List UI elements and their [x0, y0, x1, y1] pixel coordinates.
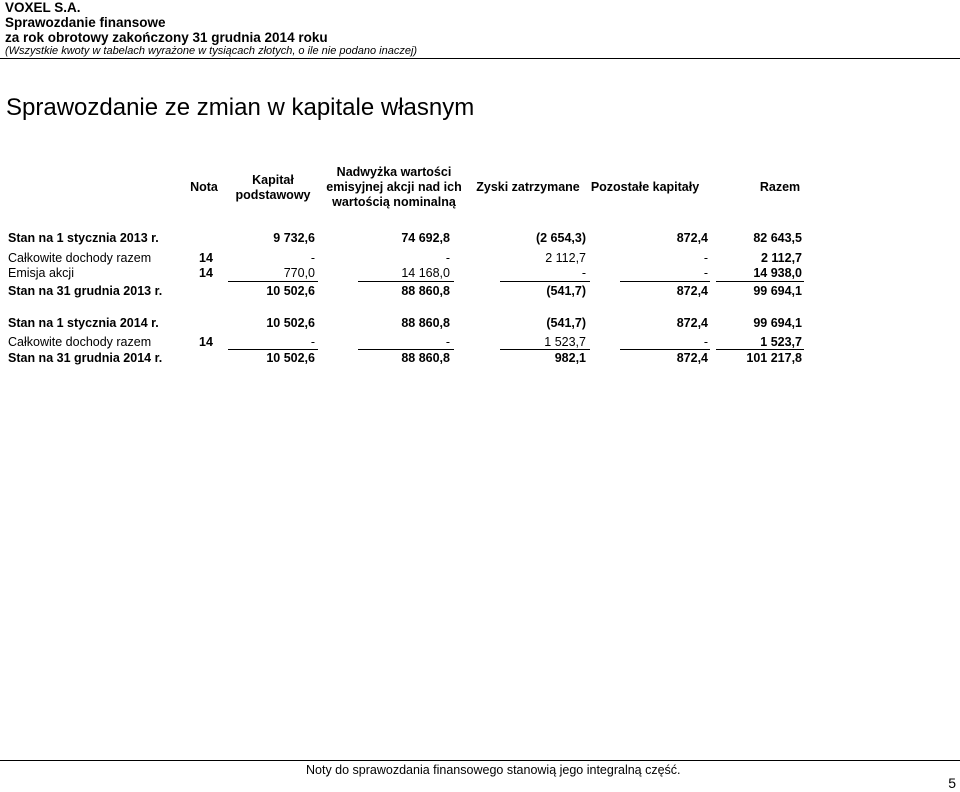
cell-razem: 14 938,0	[753, 266, 802, 280]
report-period: za rok obrotowy zakończony 31 grudnia 2014 roku	[5, 30, 328, 45]
col-header-nadwyzka-line2: emisyjnej akcji nad ich	[326, 180, 462, 194]
cell-kapital: -	[310, 335, 315, 349]
company-name: VOXEL S.A.	[5, 0, 81, 15]
cell-pozostale: 872,4	[676, 351, 708, 365]
cell-zyski: (2 654,3)	[535, 231, 586, 245]
row-label: Stan na 1 stycznia 2014 r.	[8, 316, 159, 330]
row-label: Emisja akcji	[8, 266, 74, 280]
col-header-razem: Razem	[759, 180, 801, 194]
cell-razem: 99 694,1	[753, 316, 802, 330]
table-row	[0, 283, 960, 299]
col-header-nota: Nota	[190, 180, 218, 194]
cell-zyski: -	[581, 266, 586, 280]
page-title: Sprawozdanie ze zmian w kapitale własnym	[6, 94, 475, 121]
cell-zyski: (541,7)	[546, 316, 586, 330]
table-row	[0, 334, 960, 350]
table-row	[0, 230, 960, 246]
sum-line	[500, 281, 590, 282]
col-header-kapital-line2: podstawowy	[235, 188, 311, 202]
col-header-nadwyzka-line3: wartością nominalną	[332, 195, 456, 209]
cell-nadwyzka: 88 860,8	[401, 351, 450, 365]
cell-razem: 1 523,7	[760, 335, 802, 349]
footer-note: Noty do sprawozdania finansowego stanowią jego integralną część.	[306, 763, 681, 777]
cell-kapital: 770,0	[283, 266, 315, 280]
cell-nadwyzka: 14 168,0	[401, 266, 450, 280]
table-row	[0, 265, 960, 281]
cell-kapital: -	[310, 251, 315, 265]
cell-razem: 101 217,8	[746, 351, 802, 365]
row-label: Stan na 1 stycznia 2013 r.	[8, 231, 159, 245]
sum-line	[716, 281, 804, 282]
footer-divider	[0, 760, 960, 761]
cell-zyski: 982,1	[554, 351, 586, 365]
cell-pozostale: -	[703, 335, 708, 349]
cell-kapital: 10 502,6	[266, 316, 315, 330]
col-header-kapital-line1: Kapitał	[252, 173, 294, 187]
cell-kapital: 9 732,6	[273, 231, 315, 245]
row-nota: 14	[199, 335, 213, 349]
row-label: Stan na 31 grudnia 2013 r.	[8, 284, 163, 298]
cell-nadwyzka: 88 860,8	[401, 284, 450, 298]
table-row	[0, 350, 960, 366]
row-label: Całkowite dochody razem	[8, 335, 152, 349]
amounts-note: (Wszystkie kwoty w tabelach wyrażone w tysiącach złotych, o ile nie podano inaczej)	[5, 45, 418, 57]
cell-pozostale: -	[703, 251, 708, 265]
sum-line	[228, 281, 318, 282]
row-label: Stan na 31 grudnia 2014 r.	[8, 351, 163, 365]
cell-nadwyzka: 88 860,8	[401, 316, 450, 330]
cell-kapital: 10 502,6	[266, 284, 315, 298]
table-row	[0, 315, 960, 331]
cell-nadwyzka: -	[445, 251, 450, 265]
cell-razem: 2 112,7	[760, 251, 802, 265]
cell-nadwyzka: 74 692,8	[401, 231, 450, 245]
cell-kapital: 10 502,6	[266, 351, 315, 365]
sum-line	[620, 281, 710, 282]
row-nota: 14	[199, 251, 213, 265]
cell-zyski: 1 523,7	[544, 335, 586, 349]
cell-razem: 82 643,5	[753, 231, 802, 245]
report-name: Sprawozdanie finansowe	[5, 15, 166, 30]
table-row	[0, 250, 960, 266]
col-header-pozostale: Pozostałe kapitały	[590, 180, 700, 194]
cell-pozostale: -	[703, 266, 708, 280]
document-header	[5, 0, 417, 58]
cell-pozostale: 872,4	[676, 284, 708, 298]
cell-pozostale: 872,4	[676, 316, 708, 330]
row-label: Całkowite dochody razem	[8, 251, 152, 265]
cell-pozostale: 872,4	[676, 231, 708, 245]
cell-zyski: 2 112,7	[545, 251, 586, 265]
row-nota: 14	[199, 266, 213, 280]
header-divider	[0, 58, 960, 59]
sum-line	[358, 281, 454, 282]
col-header-nadwyzka	[322, 165, 466, 210]
col-header-kapital	[228, 173, 318, 203]
col-header-nadwyzka-line1: Nadwyżka wartości	[336, 165, 452, 179]
page-number: 5	[948, 775, 956, 791]
col-header-zyski: Zyski zatrzymane	[476, 180, 580, 194]
cell-zyski: (541,7)	[546, 284, 586, 298]
cell-razem: 99 694,1	[753, 284, 802, 298]
cell-nadwyzka: -	[445, 335, 450, 349]
